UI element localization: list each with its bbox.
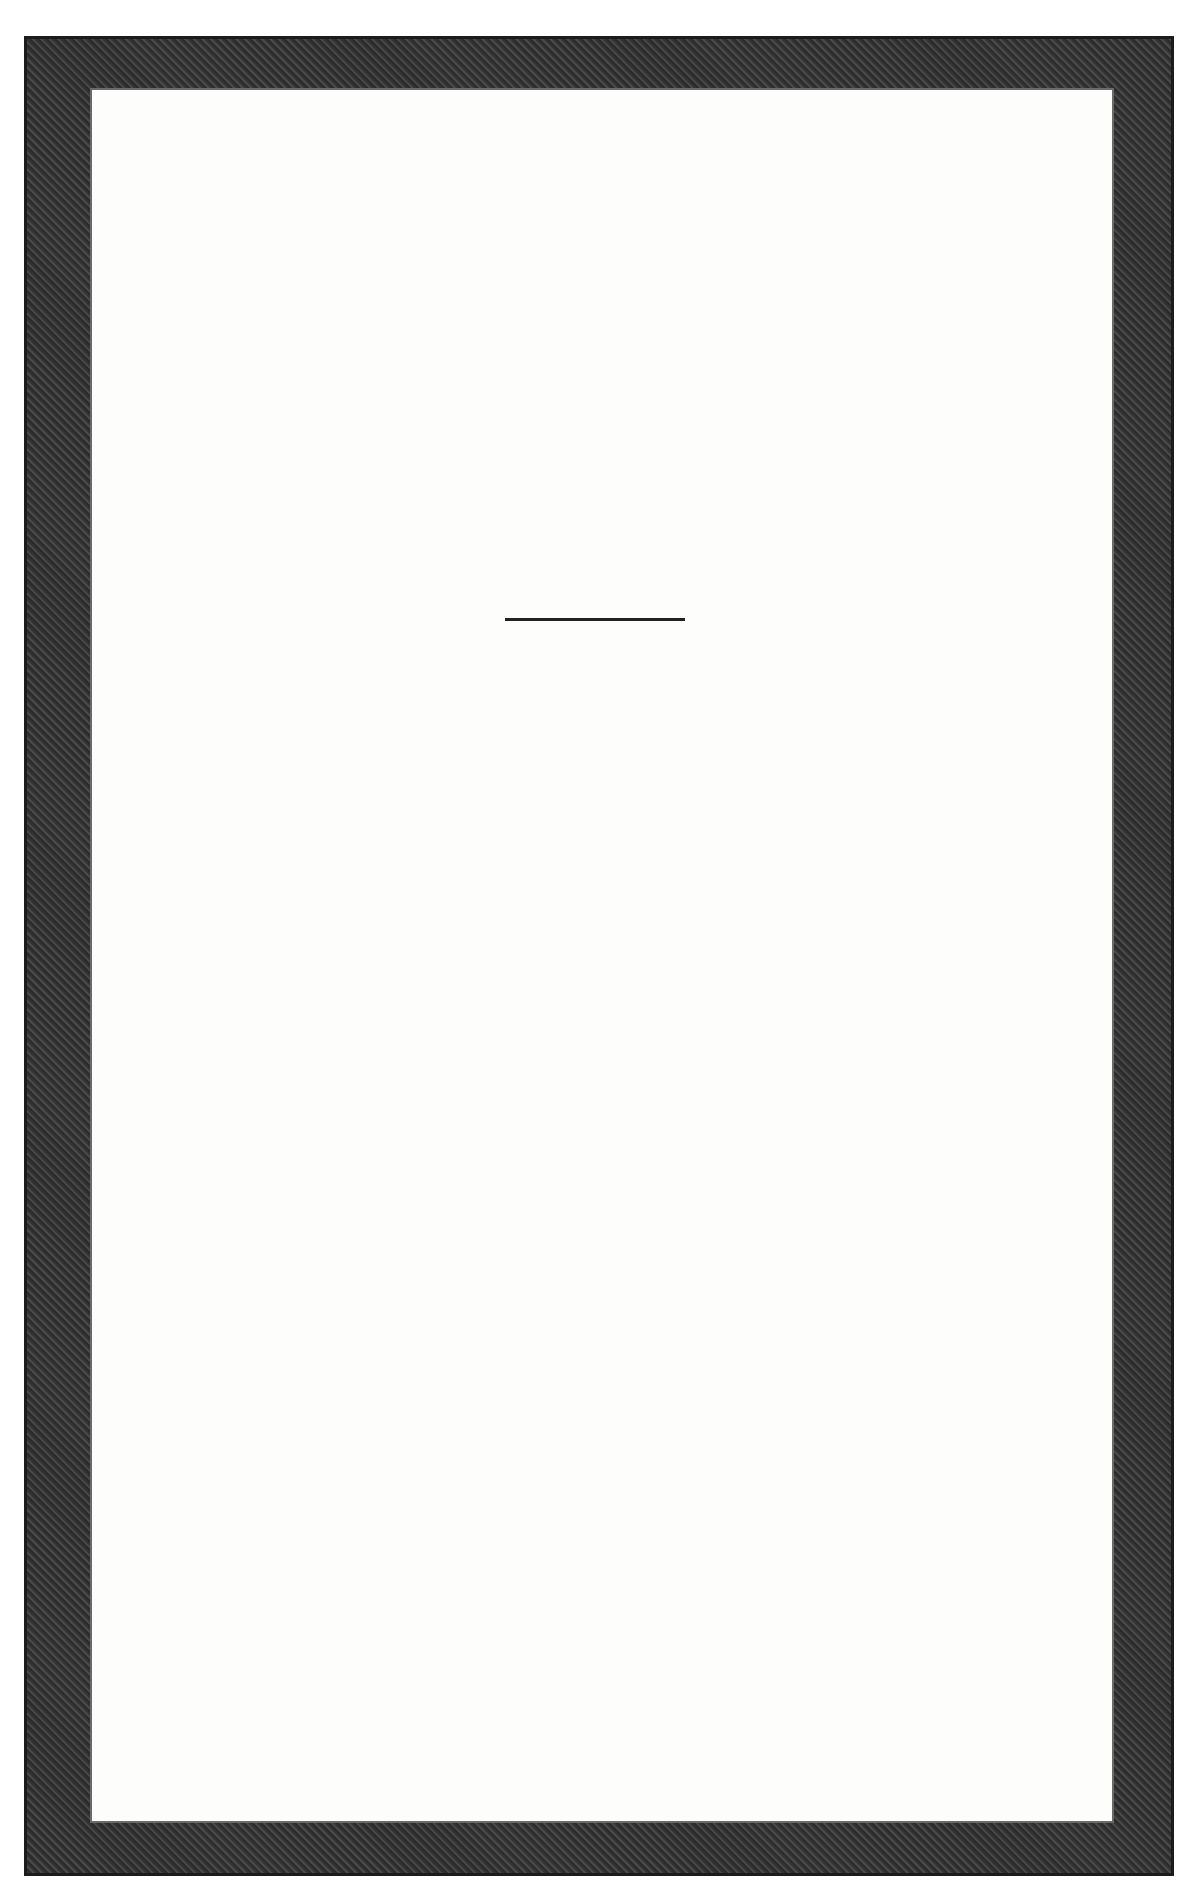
mourning-card-border — [24, 36, 1174, 1876]
card-content — [90, 88, 1114, 1823]
divider-rule — [505, 618, 685, 621]
deceased-name — [90, 228, 1114, 278]
